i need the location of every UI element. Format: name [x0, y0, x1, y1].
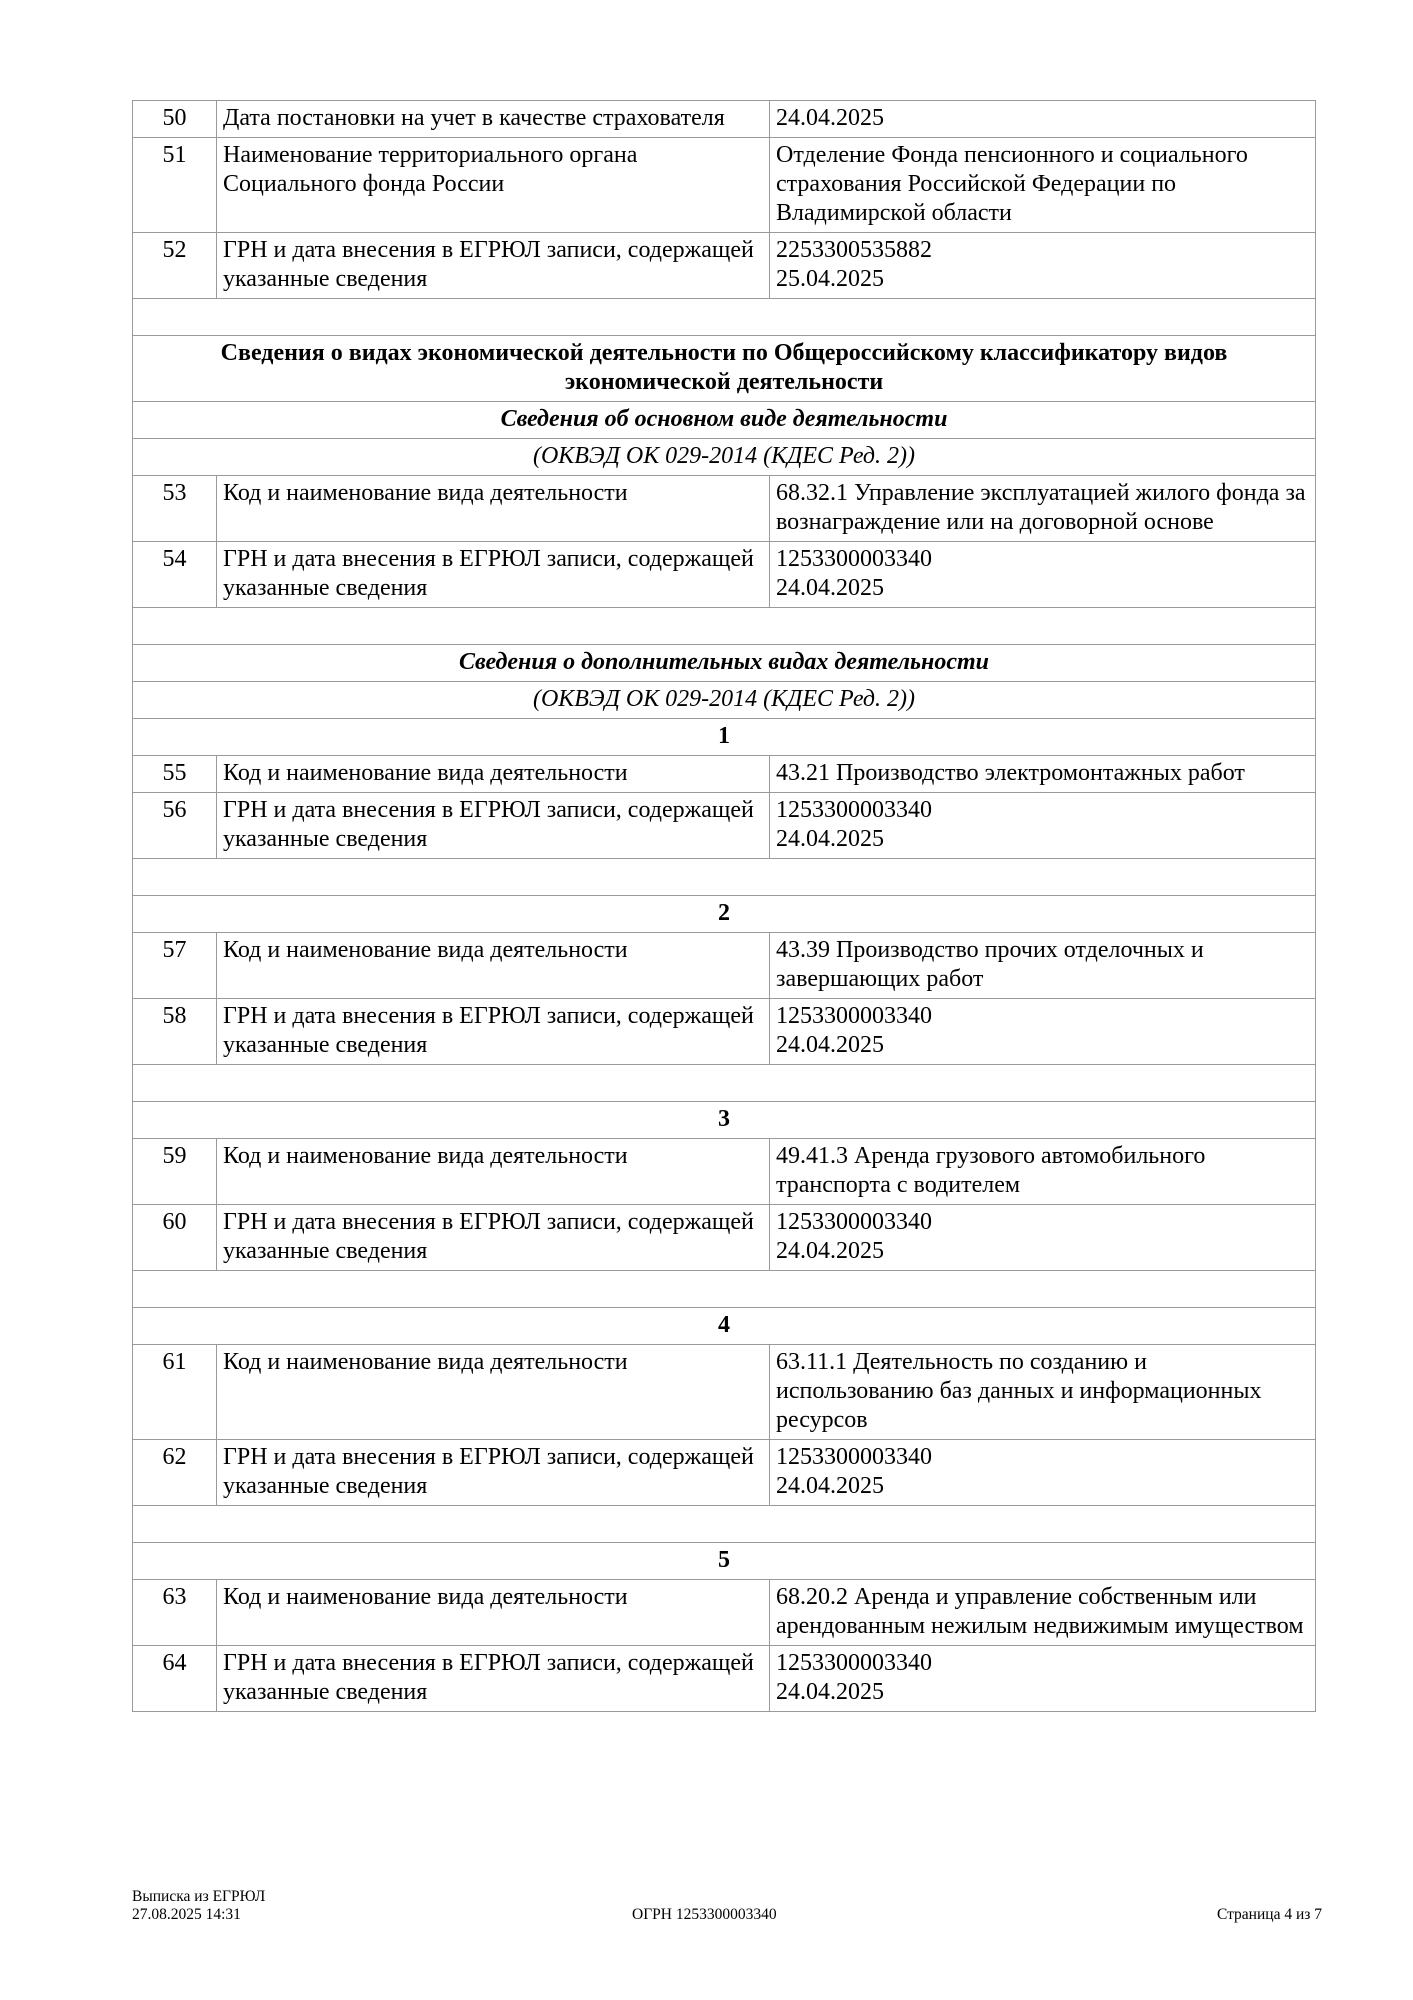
table-row	[133, 1440, 1316, 1506]
row-label: ГРН и дата внесения в ЕГРЮЛ записи, содержащей указанные сведения	[217, 793, 770, 859]
table-row	[133, 101, 1316, 138]
row-number: 52	[133, 233, 217, 299]
row-number: 60	[133, 1205, 217, 1271]
spacer-cell	[133, 859, 1316, 896]
row-number: 55	[133, 756, 217, 793]
table-row	[133, 999, 1316, 1065]
row-value: 24.04.2025	[770, 101, 1316, 138]
row-value: 1253300003340 24.04.2025	[770, 1440, 1316, 1506]
section-heading: Сведения о видах экономической деятельности по Общероссийскому классификатору видов экономической деятельности	[133, 336, 1316, 402]
row-number: 56	[133, 793, 217, 859]
spacer-row	[133, 1506, 1316, 1543]
group-number-row	[133, 896, 1316, 933]
table-row	[133, 542, 1316, 608]
footer-page-number: Страница 4 из 7	[1216, 1906, 1322, 1923]
row-number: 58	[133, 999, 217, 1065]
spacer-cell	[133, 1271, 1316, 1308]
spacer-cell	[133, 1065, 1316, 1102]
group-number-row	[133, 1308, 1316, 1345]
classifier-caption-row	[133, 439, 1316, 476]
table-row	[133, 933, 1316, 999]
row-value: Отделение Фонда пенсионного и социального страхования Российской Федерации по Владимирской области	[770, 138, 1316, 233]
spacer-row	[133, 299, 1316, 336]
group-number: 5	[133, 1543, 1316, 1580]
row-value: 1253300003340 24.04.2025	[770, 1205, 1316, 1271]
table-row	[133, 1139, 1316, 1205]
table-row	[133, 1345, 1316, 1440]
registry-table-body	[133, 101, 1316, 1712]
table-row	[133, 756, 1316, 793]
table-row	[133, 1205, 1316, 1271]
row-value: 68.32.1 Управление эксплуатацией жилого фонда за вознаграждение или на договорной основе	[770, 476, 1316, 542]
row-value: 43.39 Производство прочих отделочных и завершающих работ	[770, 933, 1316, 999]
row-label: ГРН и дата внесения в ЕГРЮЛ записи, содержащей указанные сведения	[217, 1205, 770, 1271]
table-row	[133, 476, 1316, 542]
row-value: 68.20.2 Аренда и управление собственным или арендованным нежилым недвижимым имуществом	[770, 1580, 1316, 1646]
row-value: 1253300003340 24.04.2025	[770, 793, 1316, 859]
footer-ogrn: ОГРН 1253300003340	[632, 1906, 777, 1923]
row-label: ГРН и дата внесения в ЕГРЮЛ записи, содержащей указанные сведения	[217, 999, 770, 1065]
row-label: Код и наименование вида деятельности	[217, 476, 770, 542]
row-number: 62	[133, 1440, 217, 1506]
group-number: 4	[133, 1308, 1316, 1345]
row-number: 50	[133, 101, 217, 138]
row-value: 63.11.1 Деятельность по созданию и использованию баз данных и информационных ресурсов	[770, 1345, 1316, 1440]
row-label: Код и наименование вида деятельности	[217, 1139, 770, 1205]
row-number: 54	[133, 542, 217, 608]
subsection-heading: Сведения об основном виде деятельности	[133, 402, 1316, 439]
group-number-row	[133, 719, 1316, 756]
table-row	[133, 1580, 1316, 1646]
spacer-cell	[133, 608, 1316, 645]
row-number: 51	[133, 138, 217, 233]
row-label: ГРН и дата внесения в ЕГРЮЛ записи, содержащей указанные сведения	[217, 1440, 770, 1506]
row-label: ГРН и дата внесения в ЕГРЮЛ записи, содержащей указанные сведения	[217, 233, 770, 299]
row-value: 49.41.3 Аренда грузового автомобильного транспорта с водителем	[770, 1139, 1316, 1205]
row-value: 2253300535882 25.04.2025	[770, 233, 1316, 299]
registry-table	[132, 100, 1316, 1712]
row-number: 59	[133, 1139, 217, 1205]
group-number: 2	[133, 896, 1316, 933]
classifier-caption: (ОКВЭД ОК 029-2014 (КДЕС Ред. 2))	[133, 682, 1316, 719]
row-label: Код и наименование вида деятельности	[217, 756, 770, 793]
section-heading-row	[133, 336, 1316, 402]
spacer-row	[133, 1065, 1316, 1102]
row-value: 43.21 Производство электромонтажных работ	[770, 756, 1316, 793]
spacer-row	[133, 1271, 1316, 1308]
row-label: Код и наименование вида деятельности	[217, 1580, 770, 1646]
group-number: 1	[133, 719, 1316, 756]
row-number: 61	[133, 1345, 217, 1440]
registry-extract-page	[132, 100, 1315, 1712]
row-label: Дата постановки на учет в качестве страхователя	[217, 101, 770, 138]
table-row	[133, 138, 1316, 233]
footer-left	[132, 1888, 265, 1924]
row-label: ГРН и дата внесения в ЕГРЮЛ записи, содержащей указанные сведения	[217, 1646, 770, 1712]
spacer-row	[133, 859, 1316, 896]
row-number: 63	[133, 1580, 217, 1646]
group-number-row	[133, 1102, 1316, 1139]
footer-doc-title: Выписка из ЕГРЮЛ	[132, 1888, 266, 1905]
row-value: 1253300003340 24.04.2025	[770, 542, 1316, 608]
row-label: ГРН и дата внесения в ЕГРЮЛ записи, содержащей указанные сведения	[217, 542, 770, 608]
spacer-row	[133, 608, 1316, 645]
row-label: Наименование территориального органа Социального фонда России	[217, 138, 770, 233]
spacer-cell	[133, 1506, 1316, 1543]
classifier-caption: (ОКВЭД ОК 029-2014 (КДЕС Ред. 2))	[133, 439, 1316, 476]
row-label: Код и наименование вида деятельности	[217, 933, 770, 999]
row-number: 57	[133, 933, 217, 999]
subsection-heading-row	[133, 402, 1316, 439]
table-row	[133, 793, 1316, 859]
row-label: Код и наименование вида деятельности	[217, 1345, 770, 1440]
table-row	[133, 1646, 1316, 1712]
row-value: 1253300003340 24.04.2025	[770, 1646, 1316, 1712]
row-number: 64	[133, 1646, 217, 1712]
group-number-row	[133, 1543, 1316, 1580]
subsection-heading: Сведения о дополнительных видах деятельности	[133, 645, 1316, 682]
classifier-caption-row	[133, 682, 1316, 719]
table-row	[133, 233, 1316, 299]
footer-datetime: 27.08.2025 14:31	[132, 1906, 241, 1923]
subsection-heading-row	[133, 645, 1316, 682]
row-number: 53	[133, 476, 217, 542]
row-value: 1253300003340 24.04.2025	[770, 999, 1316, 1065]
spacer-cell	[133, 299, 1316, 336]
group-number: 3	[133, 1102, 1316, 1139]
